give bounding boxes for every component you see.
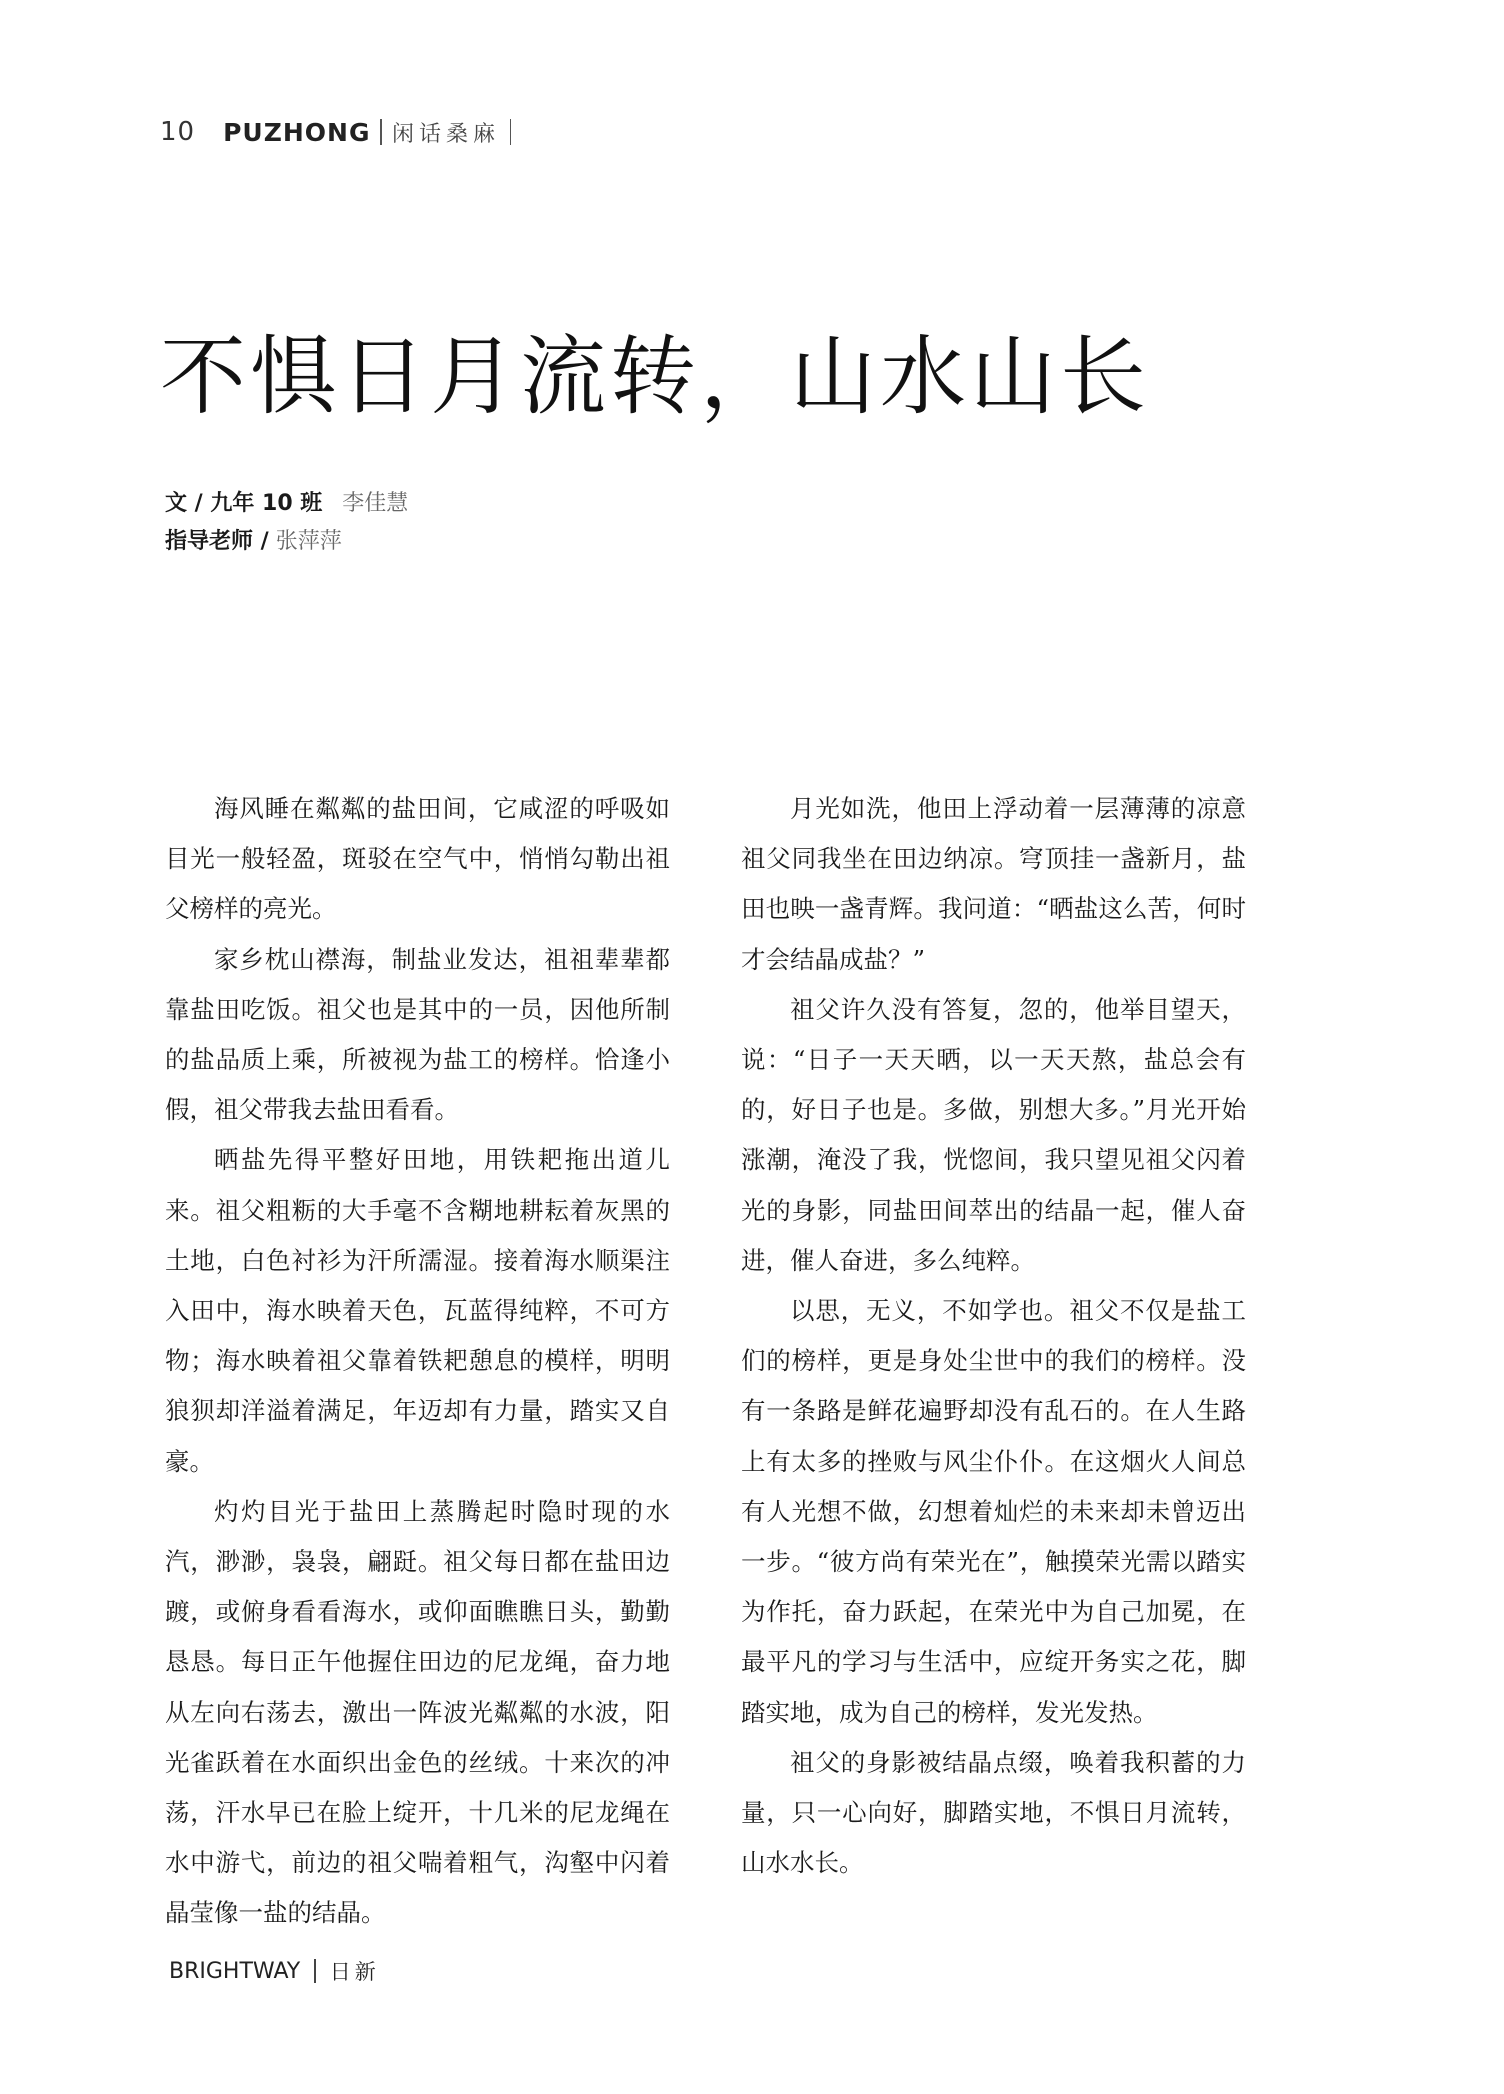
divider: [314, 1959, 316, 1983]
paragraph: 家乡枕山襟海，制盐业发达，祖祖辈辈都靠盐田吃饭。祖父也是其中的一员，因他所制的盐品质上乘，所被视为盐工的榜样。恰逢小假，祖父带我去盐田看看。: [165, 944, 670, 1125]
page-header: [160, 114, 521, 150]
author-label: 文 / 九年 10 班: [165, 491, 323, 516]
paragraph: 晒盐先得平整好田地，用铁耙拖出道儿来。祖父粗粝的大手毫不含糊地耕耘着灰黑的土地，白色衬衫为汗所濡湿。接着海水顺渠注入田中，海水映着天色，瓦蓝得纯粹，不可方物；海水映着祖父靠着铁耙憩息的模样，明明狼狈却洋溢着满足，年迈却有力量，踏实又自豪。: [165, 1145, 670, 1476]
paragraph: 祖父的身影被结晶点缀，唤着我积蓄的力量，只一心向好，脚踏实地，不惧日月流转，山水水长。: [741, 1747, 1246, 1878]
author-name: 李佳慧: [342, 491, 409, 516]
body-column-right: [741, 784, 1246, 1888]
footer-brand: BRIGHTWAY: [169, 1958, 301, 1984]
teacher-line: [165, 523, 408, 561]
author-line: [165, 485, 408, 523]
paragraph: 海风睡在粼粼的盐田间，它咸涩的呼吸如目光一般轻盈，斑驳在空气中，悄悄勾勒出祖父榜样的亮光。: [165, 794, 670, 924]
teacher-label: 指导老师 /: [165, 529, 269, 554]
paragraph: 月光如洗，他田上浮动着一层薄薄的凉意祖父同我坐在田边纳凉。穹顶挂一盏新月，盐田也映一盏青辉。我问道：“晒盐这么苦，何时才会结晶成盐？”: [741, 794, 1246, 974]
page-number: 10: [160, 117, 196, 147]
magazine-brand: PUZHONG: [223, 117, 371, 147]
page-footer: [169, 1956, 380, 1986]
footer-section: 日新: [329, 1960, 380, 1984]
divider: [510, 119, 512, 145]
body-column-left: [165, 784, 670, 1939]
paragraph: 灼灼目光于盐田上蒸腾起时隐时现的水汽，渺渺，袅袅，翩跹。祖父每日都在盐田边踱，或俯身看看海水，或仰面瞧瞧日头，勤勤恳恳。每日正午他握住田边的尼龙绳，奋力地从左向右荡去，激出一阵波光粼粼的水波，阳光雀跃着在水面织出金色的丝绒。十来次的冲荡，汗水早已在脸上绽开，十几米的尼龙绳在水中游弋，前边的祖父喘着粗气，沟壑中闪着晶莹像一盐的结晶。: [165, 1496, 670, 1928]
byline: [165, 485, 408, 561]
teacher-name: 张萍萍: [275, 529, 342, 554]
paragraph: 祖父许久没有答复，忽的，他举目望天，说：“日子一天天晒，以一天天熬，盐总会有的，好日子也是。多做，别想大多。”月光开始涨潮，淹没了我，恍惚间，我只望见祖父闪着光的身影，同盐田间萃出的结晶一起，催人奋进，催人奋进，多么纯粹。: [741, 994, 1246, 1275]
paragraph: 以思，无义，不如学也。祖父不仅是盐工们的榜样，更是身处尘世中的我们的榜样。没有一条路是鲜花遍野却没有乱石的。在人生路上有太多的挫败与风尘仆仆。在这烟火人间总有人光想不做，幻想着灿烂的未来却未曾迈出一步。“彼方尚有荣光在”，触摸荣光需以踏实为作托，奋力跃起，在荣光中为自己加冕，在最平凡的学习与生活中，应绽开务实之花，脚踏实地，成为自己的榜样，发光发热。: [741, 1296, 1246, 1727]
section-name: 闲话桑麻: [391, 121, 500, 147]
divider: [380, 119, 382, 145]
article-title: 不惧日月流转，山水山长: [160, 327, 1150, 427]
